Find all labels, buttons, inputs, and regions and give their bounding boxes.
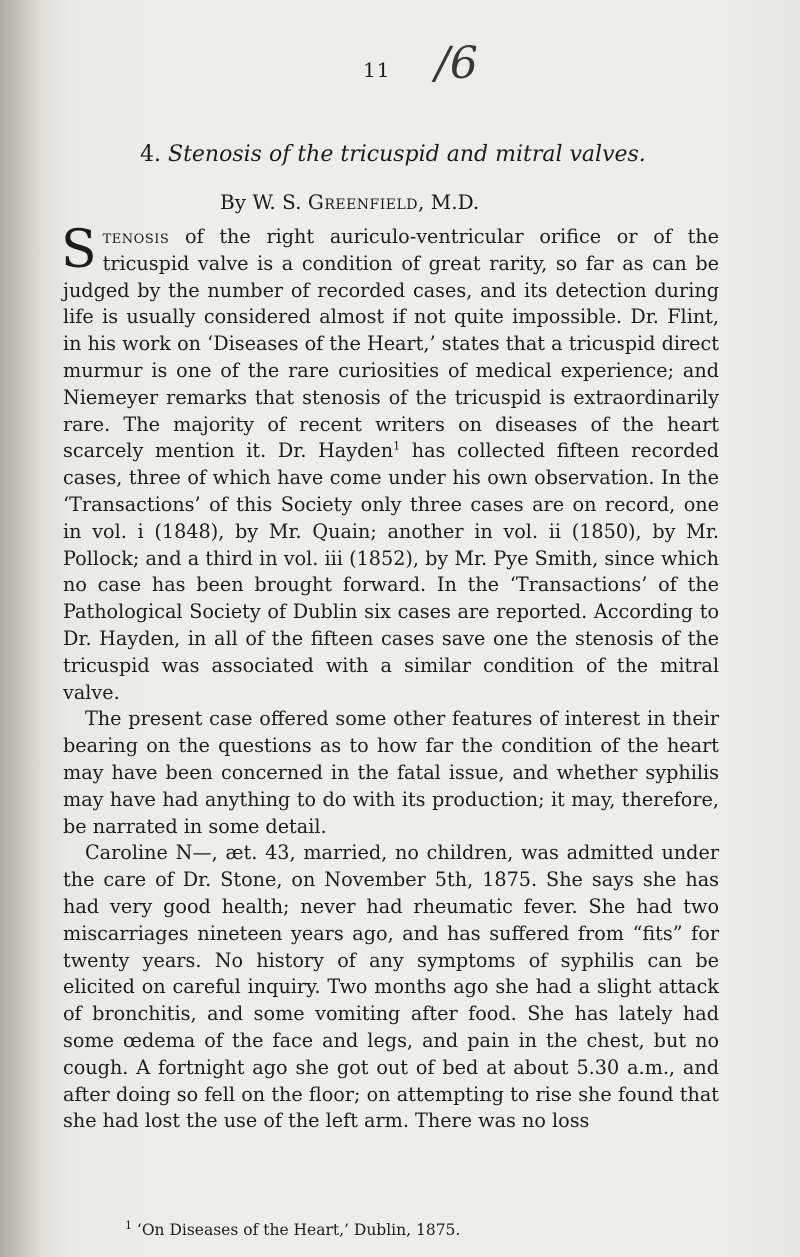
paragraph-1-text-a: of the right auriculo-ventricular orifice or of the tricuspid valve is a condition of great rarity, so far as can be judged by the number of recorded cases, and its detection during life is usually considered almost if not quite impossible. Dr. Flint, in his work on ‘Diseases of the Heart,’ states that a tricuspid direct murmur is one of the rare curiosities of medical experience; and Niemeyer remarks that stenosis of the tricuspid is extraordinarily rare. The majority of recent writers on diseases of the heart scarcely mention it. Dr. Hayden — [63, 225, 719, 463]
byline-prefix: By W. S. — [220, 190, 308, 214]
footnote-reference: 1 — [393, 439, 401, 453]
byline — [220, 190, 660, 214]
byline-suffix: , M.D. — [418, 190, 480, 214]
spine-shadow — [0, 0, 45, 1257]
drop-cap: S — [61, 220, 97, 280]
footnote-text: ‘On Diseases of the Heart,’ Dublin, 1875. — [132, 1221, 461, 1239]
article-number: 4. — [140, 142, 161, 167]
paragraph-2: The present case offered some other features of interest in their bearing on the questions as to how far the condition of the heart may have been concerned in the fatal issue, and whether syphilis may have had anything to do with its production; it may, therefore, be narrated in some detail. — [63, 707, 719, 838]
footnote — [125, 1218, 725, 1239]
page-number: 11 — [363, 58, 391, 82]
paragraph-3: Caroline N—, æt. 43, married, no children, was admitted under the care of Dr. Stone, on November 5th, 1875. She says she has had very good health; never had rheumatic fever. She had two miscarriages nineteen years ago, and has suffered from “fits” for twenty years. No history of any symptoms of syphilis can be elicited on careful inquiry. Two months ago she had a slight attack of bronchitis, and some vomiting after food. She has lately had some œdema of the face and legs, and pain in the chest, but no cough. A fortnight ago she got out of bed at about 5.30 a.m., and after doing so fell on the floor; on attempting to rise she found that she had lost the use of the left arm. There was no loss — [63, 841, 719, 1133]
paragraph-1-text-b: has collected fifteen recorded cases, three of which have come under his own observation. In the ‘Transactions’ of this Society only three cases are on record, one in vol. i (1848), by Mr. Quain; another in vol. ii (1850), by Mr. Pollock; and a third in vol. iii (1852), by Mr. Pye Smith, since which no case has been brought forward. In the ‘Transactions’ of the Pathological Society of Dublin six cases are reported. According to Dr. Hayden, in all of the fifteen cases save one the stenosis of the tricuspid was associated with a similar condition of the mitral valve. — [63, 439, 719, 704]
article-title-text: Stenosis of the tricuspid and mitral valves. — [168, 142, 646, 167]
body-text — [61, 220, 719, 1135]
author-name: Greenfield — [307, 190, 419, 214]
handwritten-annotation: /6 — [435, 38, 478, 89]
lead-word: tenosis — [102, 225, 170, 248]
paragraph-1 — [61, 220, 719, 706]
footnote-marker: 1 — [125, 1218, 132, 1232]
article-title — [140, 142, 740, 167]
